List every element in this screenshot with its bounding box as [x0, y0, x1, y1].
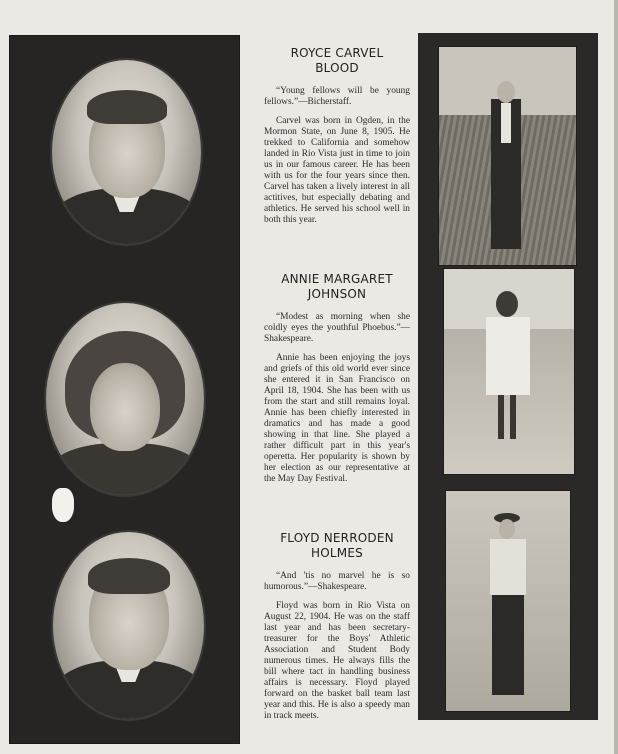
student-biography: Annie has been enjoying the joys and griefs of this old world ever since she entered it in San Francisco on April 18, 1904. She has been with us from the start and still remains loyal. Annie has been chiefly interested in dramatics and has made a good showing in that line. She played a rather difficult part in this year's operetta. Her popularity is shown by her election as our representative at the May Day Festival.	[264, 353, 410, 484]
page-edge	[614, 0, 618, 754]
student-biography: Floyd was born in Rio Vista on August 22, 1904. He was on the staff last year and has been secretary-treasurer for the Boys' Athletic Association and Student Body numerous times. He always fills the bill where tact in handling business affairs is necessary. Floyd played forward on the basket ball team last year and this. He is also a speedy man in track meets.	[264, 601, 410, 721]
student-name: ANNIE MARGARET JOHNSON	[281, 272, 393, 301]
bio-royce-carvel-blood	[264, 46, 410, 226]
student-biography: Carvel was born in Ogden, in the Mormon State, on June 8, 1905. He trekked to California and somehow landed in Rio Vista just in time to join us in our famous career. He has been with us for the four years since then. Carvel has taken a lively interest in all actitives, but especially debating and athletics. He served his school well in both this year.	[264, 116, 410, 225]
bio-annie-margaret-johnson	[264, 272, 410, 485]
snapshot-royce-carvel-blood	[439, 47, 576, 265]
portrait-strip	[9, 35, 240, 744]
student-name: FLOYD NERRODEN HOLMES	[280, 531, 394, 560]
snapshot-floyd-nerroden-holmes	[446, 491, 570, 711]
student-quote: “Young fellows will be young fellows.”—Bicherstaff.	[264, 86, 410, 107]
snapshot-strip	[418, 33, 598, 720]
portrait-floyd-nerroden-holmes	[53, 532, 204, 719]
portrait-annie-margaret-johnson	[46, 303, 204, 495]
student-quote: “And 'tis no marvel he is so humorous.”—Shakespeare.	[264, 571, 410, 592]
bio-floyd-nerroden-holmes	[264, 531, 410, 722]
student-quote: “Modest as morning when she coldly eyes the youthful Phoebus.”—Shakespeare.	[264, 312, 410, 344]
snapshot-annie-margaret-johnson	[444, 269, 574, 474]
portrait-royce-carvel-blood	[52, 60, 201, 244]
student-name: ROYCE CARVEL BLOOD	[290, 46, 384, 75]
